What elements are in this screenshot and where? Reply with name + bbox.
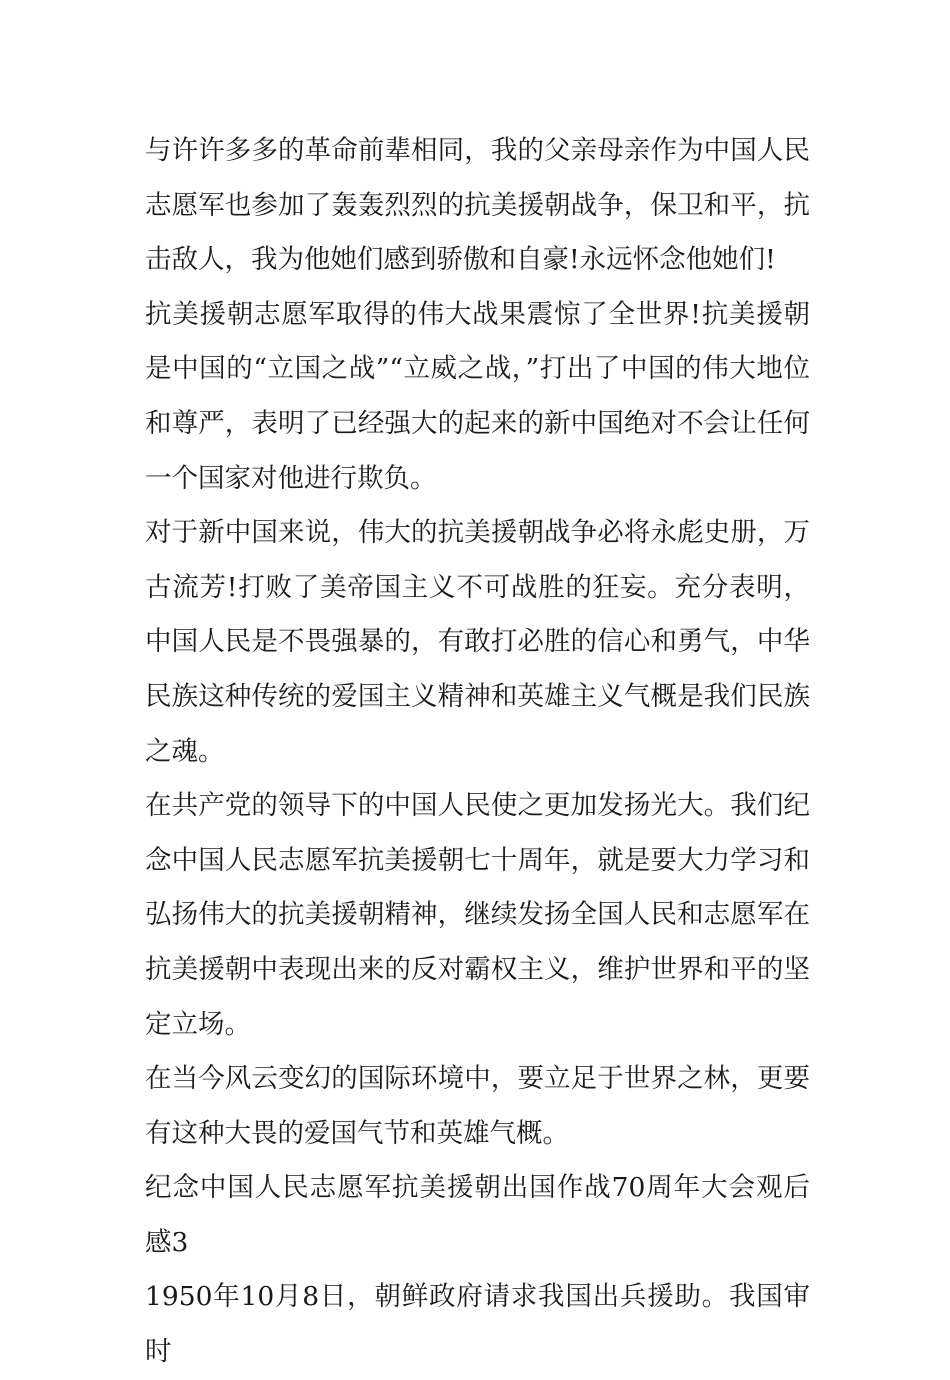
document-body [145,124,810,1380]
section-heading: 纪念中国人民志愿军抗美援朝出国作战70周年大会观后感3 [145,1172,810,1258]
paragraph-5: 在当今风云变幻的国际环境中，要立足于世界之林，更要有这种大畏的爱国气节和英雄气概。 [145,1063,810,1149]
paragraph-2: 抗美援朝志愿军取得的伟大战果震惊了全世界!抗美援朝是中国的“立国之战”“立威之战，”打出了中国的伟大地位和尊严，表明了已经强大的起来的新中国绝对不会让任何一个国家对他进行欺负。 [145,298,810,494]
paragraph-1: 与许许多多的革命前辈相同，我的父亲母亲作为中国人民志愿军也参加了轰轰烈烈的抗美援朝战争，保卫和平，抗击敌人，我为他她们感到骄傲和自豪!永远怀念他她们! [145,135,810,276]
paragraph-3: 对于新中国来说，伟大的抗美援朝战争必将永彪史册，万古流芳!打败了美帝国主义不可战胜的狂妄。充分表明，中国人民是不畏强暴的，有敢打必胜的信心和勇气，中华民族这种传统的爱国主义精神和英雄主义气概是我们民族之魂。 [145,517,810,767]
paragraph-6: 1950年10月8日，朝鲜政府请求我国出兵援助。我国审时 [145,1281,810,1368]
paragraph-4: 在共产党的领导下的中国人民使之更加发扬光大。我们纪念中国人民志愿军抗美援朝七十周年，就是要大力学习和弘扬伟大的抗美援朝精神，继续发扬全国人民和志愿军在抗美援朝中表现出来的反对霸权主义，维护世界和平的坚定立场。 [145,790,810,1040]
